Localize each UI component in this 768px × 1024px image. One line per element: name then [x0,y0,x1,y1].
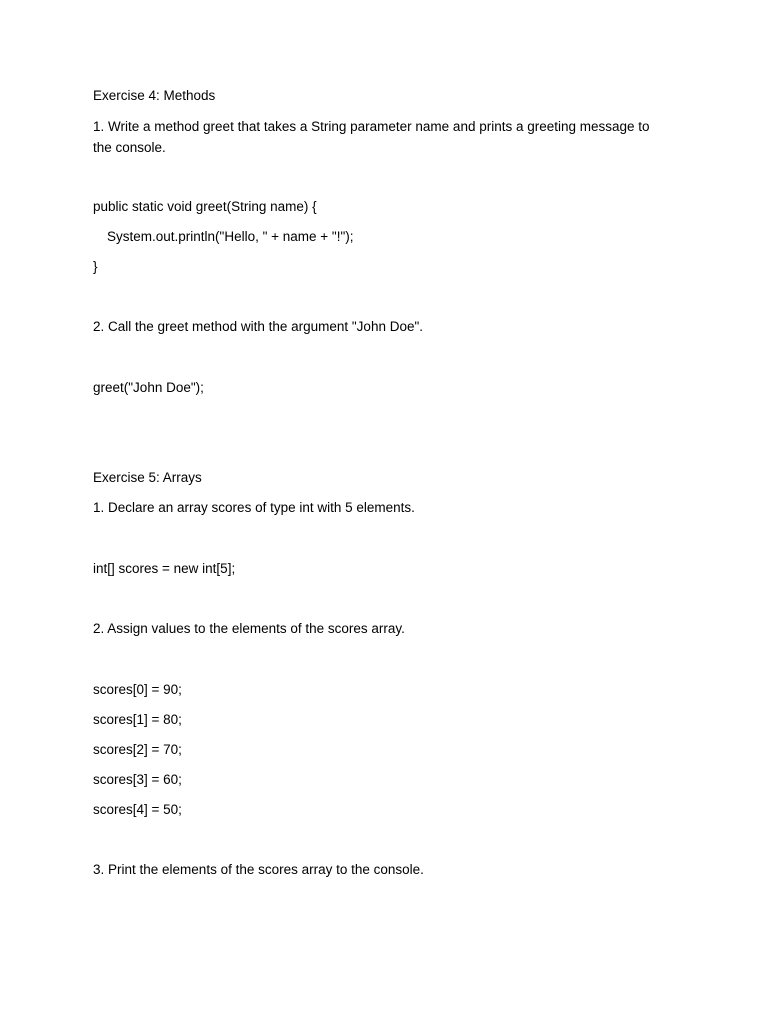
exercise-5-title: Exercise 5: Arrays [93,470,202,485]
exercise-4-step-1: 1. Write a method greet that takes a String parameter name and prints a greeting message to the console. [93,119,650,155]
exercise-5-step-3: 3. Print the elements of the scores array to the console. [93,862,424,877]
assignment-line: scores[4] = 50; [93,802,182,817]
assignment-line: scores[2] = 70; [93,742,182,757]
exercise-5-step-1: 1. Declare an array scores of type int with 5 elements. [93,500,415,515]
exercise-4-step-2: 2. Call the greet method with the argument "John Doe". [93,319,424,334]
exercise-5-step-2: 2. Assign values to the elements of the scores array. [93,621,405,636]
greet-method-signature: public static void greet(String name) { [93,199,317,214]
assignment-line: scores[1] = 80; [93,712,182,727]
greet-method-close-brace: } [93,259,98,274]
exercise-4-title: Exercise 4: Methods [93,88,216,103]
greet-call-code: greet("John Doe"); [93,380,204,395]
assignment-line: scores[0] = 90; [93,682,182,697]
assignment-line: scores[3] = 60; [93,772,182,787]
array-declaration-code: int[] scores = new int[5]; [93,561,236,576]
greet-method-body: System.out.println("Hello, " + name + "!"); [107,229,354,244]
